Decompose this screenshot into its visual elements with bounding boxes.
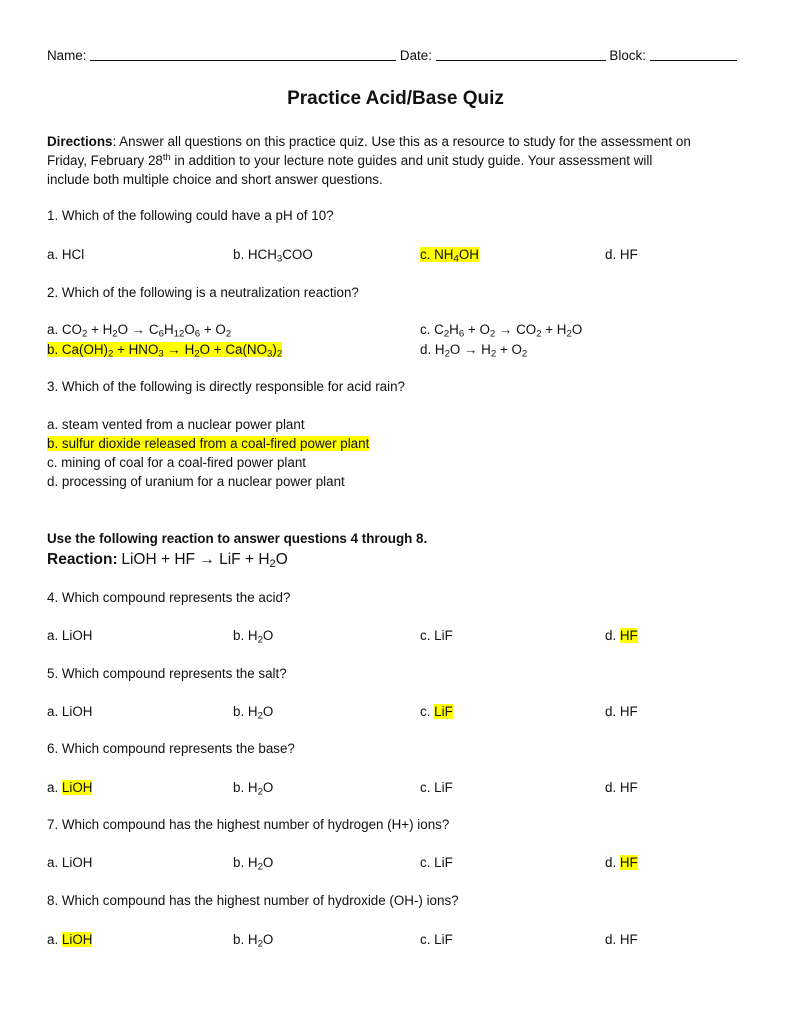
opt-prefix: b. H — [233, 855, 258, 870]
directions-line2b: in addition to your lecture note guides and unit study guide. Your assessment will — [170, 153, 653, 168]
question-5: 5. Which compound represents the salt? — [47, 666, 287, 681]
q6-option-d[interactable] — [605, 780, 638, 796]
reaction-equation: LiOH + HF → LiF + $H_2O$ — [121, 551, 288, 570]
opt-prefix: a. — [47, 628, 62, 643]
q7-option-c[interactable] — [420, 855, 453, 871]
directions-line3: include both multiple choice and short answer questions. — [47, 172, 383, 187]
arrow-icon: → — [464, 342, 478, 357]
reaction-line — [47, 550, 288, 570]
q2-option-a[interactable]: a. $CO_2 + H_2O \to C_6H_{12}O_6 + O_2$ — [47, 322, 232, 340]
reaction-label: Reaction: — [47, 551, 118, 568]
opt-prefix: a. — [47, 704, 62, 719]
q4-option-c[interactable] — [420, 628, 453, 644]
date-label: Date: — [399, 48, 432, 63]
block-field[interactable] — [650, 48, 737, 61]
opt-post: O — [262, 932, 274, 947]
opt-value: HF — [619, 704, 638, 719]
arrow-icon: → — [131, 322, 146, 337]
opt-sub: 2 — [257, 634, 263, 646]
opt-value: HF — [619, 932, 638, 947]
q3-b-highlight: b. sulfur dioxide released from a coal-fired power plant — [47, 436, 370, 451]
header-fields — [47, 48, 737, 64]
q1-b-pre: b. HCH — [233, 247, 277, 262]
q1-c-post: OH — [458, 247, 479, 262]
q2-option-b[interactable] — [47, 342, 282, 358]
q1-option-d-text: d. HF — [605, 247, 638, 262]
opt-value: LiOH — [61, 855, 93, 870]
directions-sup: th — [162, 151, 171, 162]
name-field[interactable] — [90, 48, 396, 61]
q2-option-d[interactable]: d. $H_2O \to H_2 + O_2$ — [420, 342, 528, 360]
q5-option-b[interactable] — [233, 704, 273, 720]
opt-value: LiF — [434, 628, 453, 643]
page-title: Practice Acid/Base Quiz — [287, 88, 504, 109]
q1-c-pre: c. NH — [420, 247, 454, 262]
opt-value-highlight: LiOH — [61, 780, 93, 795]
opt-value: LiF — [434, 855, 453, 870]
opt-value: LiF — [434, 932, 453, 947]
opt-value-highlight: LiF — [434, 704, 453, 719]
opt-prefix: b. H — [233, 704, 258, 719]
q3-option-a[interactable]: a. steam vented from a nuclear power plant — [47, 417, 305, 432]
opt-sub: 2 — [257, 710, 263, 722]
opt-sub: 2 — [257, 786, 263, 798]
opt-sub: 2 — [257, 938, 263, 950]
q5-option-c[interactable] — [420, 704, 453, 720]
q3-option-d[interactable]: d. processing of uranium for a nuclear power plant — [47, 474, 345, 489]
opt-value-highlight: LiOH — [61, 932, 93, 947]
q7-option-d[interactable] — [605, 855, 638, 871]
opt-value-highlight: HF — [619, 855, 638, 870]
q6-option-b[interactable] — [233, 780, 273, 796]
q1-option-a-text: a. HCl — [47, 247, 85, 262]
opt-prefix: c. — [420, 628, 435, 643]
directions-line2a: Friday, February 28 — [47, 153, 163, 168]
arrow-icon: → — [498, 322, 513, 337]
block-label: Block: — [609, 48, 646, 63]
opt-prefix: a. — [47, 855, 62, 870]
opt-post: O — [262, 780, 274, 795]
reaction-instruction: Use the following reaction to answer questions 4 through 8. — [47, 531, 428, 546]
directions-line1: : Answer all questions on this practice quiz. Use this as a resource to study for the assessment on — [112, 134, 691, 149]
question-7: 7. Which compound has the highest number of hydrogen (H+) ions? — [47, 817, 450, 832]
question-8: 8. Which compound has the highest number of hydroxide (OH-) ions? — [47, 893, 459, 908]
date-field[interactable] — [436, 48, 606, 61]
opt-prefix: b. H — [233, 780, 258, 795]
opt-prefix: c. — [420, 704, 435, 719]
opt-prefix: d. — [605, 780, 620, 795]
q8-option-b[interactable] — [233, 932, 273, 948]
opt-prefix: a. — [47, 932, 62, 947]
opt-value: LiOH — [61, 628, 93, 643]
opt-prefix: a. — [47, 780, 62, 795]
opt-post: O — [262, 628, 274, 643]
directions — [47, 132, 747, 189]
opt-prefix: c. — [420, 932, 435, 947]
q2-b-highlight: b. $Ca(OH)_2 + HNO_3 \to H_2O + Ca(NO_3)_2$ — [47, 342, 283, 360]
q1-option-c[interactable] — [420, 247, 479, 263]
opt-prefix: d. — [605, 628, 620, 643]
q4-option-a[interactable] — [47, 628, 92, 644]
opt-value-highlight: HF — [619, 628, 638, 643]
q4-option-b[interactable] — [233, 628, 273, 644]
arrow-icon: → — [167, 342, 181, 357]
opt-value: LiF — [434, 780, 453, 795]
question-6: 6. Which compound represents the base? — [47, 741, 295, 756]
opt-post: O — [262, 704, 274, 719]
q1-c-sub: 4 — [453, 253, 459, 265]
q4-option-d[interactable] — [605, 628, 638, 644]
q6-option-a[interactable] — [47, 780, 92, 796]
question-1: 1. Which of the following could have a pH of 10? — [47, 208, 334, 223]
q8-option-a[interactable] — [47, 932, 92, 948]
question-4: 4. Which compound represents the acid? — [47, 590, 291, 605]
arrow-icon: → — [199, 551, 215, 568]
opt-prefix: d. — [605, 855, 620, 870]
opt-prefix: d. — [605, 932, 620, 947]
name-label: Name: — [47, 48, 87, 63]
q8-option-d[interactable] — [605, 932, 638, 948]
opt-post: O — [262, 855, 274, 870]
question-3: 3. Which of the following is directly responsible for acid rain? — [47, 379, 405, 394]
q7-option-b[interactable] — [233, 855, 273, 871]
opt-prefix: c. — [420, 780, 435, 795]
opt-value: LiOH — [61, 704, 93, 719]
q5-option-a[interactable] — [47, 704, 92, 720]
q3-option-c[interactable]: c. mining of coal for a coal-fired power plant — [47, 455, 307, 470]
opt-prefix: b. H — [233, 628, 258, 643]
q3-option-b[interactable] — [47, 436, 369, 452]
q8-option-c[interactable] — [420, 932, 453, 948]
directions-label: Directions — [47, 134, 113, 149]
opt-value: HF — [619, 780, 638, 795]
q1-option-a[interactable] — [47, 247, 84, 263]
q5-option-d[interactable] — [605, 704, 638, 720]
opt-prefix: c. — [420, 855, 435, 870]
q6-option-c[interactable] — [420, 780, 453, 796]
opt-sub: 2 — [257, 861, 263, 873]
opt-prefix: d. — [605, 704, 620, 719]
q7-option-a[interactable] — [47, 855, 92, 871]
question-2: 2. Which of the following is a neutralization reaction? — [47, 285, 359, 300]
q1-c-highlight — [420, 247, 479, 265]
q1-option-d[interactable] — [605, 247, 638, 263]
q2-option-c[interactable]: c. $C_2H_6 + O_2 \to CO_2 + H_2O$ — [420, 322, 583, 340]
opt-prefix: b. H — [233, 932, 258, 947]
q1-b-sub: 3 — [276, 253, 283, 265]
q1-b-post: COO — [282, 247, 313, 262]
q1-option-b[interactable] — [233, 247, 313, 263]
